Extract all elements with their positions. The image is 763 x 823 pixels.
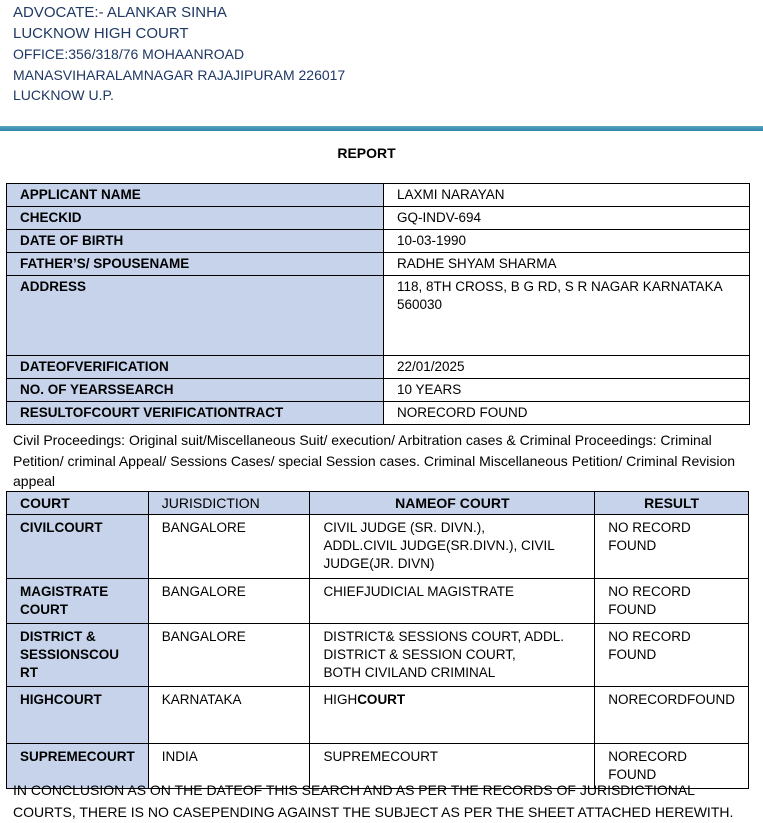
court-name-line: CHIEFJUDICIAL MAGISTRATE [323,584,514,599]
dob-value: 10-03-1990 [384,230,750,253]
court-type: CIVILCOURT [7,515,149,579]
table-row [7,579,749,624]
result: NORECORDFOUND [595,687,749,744]
report-title: REPORT [337,145,396,161]
result: NORECORD FOUND [595,744,749,789]
court-name-cell [310,624,595,687]
jurisdiction: BANGALORE [148,624,310,687]
office-address: OFFICE:356/318/76 MOHAANROAD [13,46,245,62]
table-row [7,379,750,402]
father-spouse-value: RADHE SHYAM SHARMA [384,253,750,276]
jurisdiction: BANGALORE [148,579,310,624]
court-header: COURT [7,492,149,515]
table-row [7,624,749,687]
proceedings-description: Civil Proceedings: Original suit/Miscellaneous Suit/ execution/ Arbitration cases & Criminal Proceedings: Criminal Petition/ criminal Appeal/ Sessions Cases/ special Session cases. Criminal Miscellaneous Petition/ Criminal Revision appeal [13,432,736,489]
dob-label: DATE OF BIRTH [7,230,384,253]
table-row [7,276,750,356]
name-of-court-header: NAMEOF COURT [310,492,595,515]
header-divider [0,126,763,131]
court-type-line: DISTRICT & [20,629,96,644]
area-address: MANASVIHARALAMNAGAR RAJAJIPURAM 226017 [13,66,346,83]
court-type-cell [7,624,149,687]
court-type-line: SESSIONSCOU [20,647,120,662]
checkid-label: CHECKID [7,207,384,230]
table-row [7,515,749,579]
table-row [7,687,749,744]
father-spouse-label: FATHER’S/ SPOUSENAME [7,253,384,276]
table-row [7,402,750,425]
table-header-row [7,492,749,515]
table-row [7,230,750,253]
result-header: RESULT [595,492,749,515]
court-type: HIGHCOURT [7,687,149,744]
jurisdiction: BANGALORE [148,515,310,579]
result: NO RECORD FOUND [595,579,749,624]
applicant-name-value: LAXMI NARAYAN [384,184,750,207]
court-name-line: JUDGE(JR. DIVN) [323,556,435,571]
court-name-part: HIGH [323,692,358,707]
court-type: SUPREMECOURT [7,744,149,789]
court-name-part-bold: COURT [357,692,406,707]
table-row [7,207,750,230]
court-name-cell [310,579,595,624]
court-name-cell [310,515,595,579]
address-label: ADDRESS [7,276,384,356]
result: NO RECORD FOUND [595,624,749,687]
jurisdiction: KARNATAKA [148,687,310,744]
applicant-info-table [6,183,750,425]
court-name-line: ADDL.CIVIL JUDGE(SR.DIVN.), CIVIL [323,538,555,553]
letterhead [13,3,345,106]
result: NO RECORD FOUND [595,515,749,579]
court-name-line: DISTRICT& SESSIONS COURT, ADDL. [323,629,564,644]
address-value: 118, 8TH CROSS, B G RD, S R NAGAR KARNATAKA 560030 [384,276,750,356]
court-type-line: RT [20,665,38,680]
jurisdiction-header: JURISDICTION [148,492,310,515]
conclusion-text: IN CONCLUSION AS ON THE DATEOF THIS SEARCH AND AS PER THE RECORDS OF JURISDICTIONAL COURTS, THERE IS NO CASEPENDING AGAINST THE SUBJECT AS PER THE SHEET ATTACHED HEREWITH. [13,782,734,820]
jurisdiction: INDIA [148,744,310,789]
court-name-line: BOTH CIVILAND CRIMINAL [323,665,496,680]
court-name-line: CIVIL JUDGE (SR. DIVN.), [323,520,485,535]
advocate-name: ADVOCATE:- ALANKAR SINHA [13,4,227,21]
verification-date-label: DATEOFVERIFICATION [7,356,384,379]
table-row [7,356,750,379]
court-name: LUCKNOW HIGH COURT [13,24,189,42]
applicant-name-label: APPLICANT NAME [7,184,384,207]
verification-result-label: RESULTOFCOURT VERIFICATIONTRACT [7,402,384,425]
verification-date-value: 22/01/2025 [384,356,750,379]
court-type: MAGISTRATE COURT [7,579,149,624]
years-search-label: NO. OF YEARSSEARCH [7,379,384,402]
court-name: SUPREMECOURT [310,744,595,789]
checkid-value: GQ-INDV-694 [384,207,750,230]
years-search-value: 10 YEARS [384,379,750,402]
court-name-cell [310,687,595,744]
table-row [7,253,750,276]
city-address: LUCKNOW U.P. [13,87,114,103]
court-name-line: DISTRICT & SESSION COURT, [323,647,516,662]
verification-result-value: NORECORD FOUND [384,402,750,425]
court-records-table [6,491,749,789]
table-row [7,184,750,207]
